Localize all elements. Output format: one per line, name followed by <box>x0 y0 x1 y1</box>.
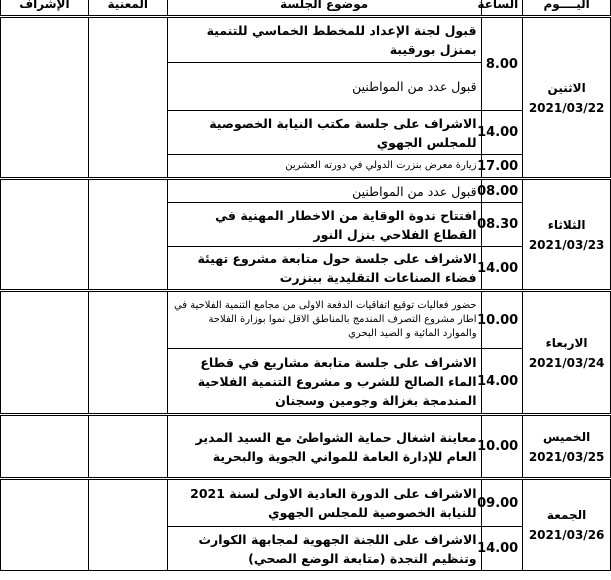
day-name: الثلاثاء <box>547 217 586 232</box>
topic-cell: معاينة اشغال حماية الشواطئ مع السيد المدير العام للإدارة العامة للمواني الجوية والبحرية <box>167 415 481 479</box>
topic-cell: قبول عدد من المواطنين <box>167 179 481 203</box>
supervision-cell <box>1 291 89 415</box>
day-date: 2021/03/25 <box>528 449 605 464</box>
time-cell: 14.00 <box>481 527 523 571</box>
day-date: 2021/03/24 <box>528 355 605 370</box>
topic-cell: زيارة معرض بنزرت الدولي في دورته العشرين <box>167 155 481 179</box>
supervision-cell <box>1 415 89 479</box>
header-topic: موضوع الجلسة <box>167 0 481 17</box>
day-name: الخميس <box>543 429 591 444</box>
header-time: الساعة <box>481 0 523 17</box>
topic-cell: الاشراف على جلسة متابعة مشاريع في قطاع الماء الصالح للشرب و مشروع التنمية الفلاحية المندمجة بغزالة وجومين وسجنان <box>167 349 481 415</box>
day-date: 2021/03/23 <box>528 237 605 252</box>
topic-cell: الاشراف على الدورة العادية الاولى لسنة 2021 للنيابة الخصوصية للمجلس الجهوي <box>167 479 481 527</box>
time-cell: 10.00 <box>481 291 523 349</box>
day-date: 2021/03/26 <box>528 528 605 542</box>
time-cell: 14.00 <box>481 247 523 291</box>
time-cell: 14.00 <box>481 111 523 155</box>
supervision-cell <box>1 479 89 571</box>
day-cell <box>523 179 611 291</box>
table-row <box>1 179 611 203</box>
time-cell: 09.00 <box>481 479 523 527</box>
time-cell: 10.00 <box>481 415 523 479</box>
day-cell <box>523 291 611 415</box>
day-name: الاربعاء <box>545 335 588 350</box>
time-cell: 08.30 <box>481 203 523 247</box>
day-name: الجمعة <box>546 508 587 522</box>
time-cell: 8.00 <box>481 17 523 111</box>
day-name: الاثنين <box>547 80 586 95</box>
header-row <box>1 0 611 17</box>
day-date: 2021/03/22 <box>528 100 605 115</box>
header-day: اليــــوم <box>523 0 611 17</box>
concerned-cell <box>88 17 167 179</box>
supervision-cell <box>1 179 89 291</box>
time-cell: 14.00 <box>481 349 523 415</box>
topic-cell: قبول عدد من المواطنين <box>167 63 481 111</box>
time-cell: 17.00 <box>481 155 523 179</box>
concerned-cell <box>88 179 167 291</box>
table-row <box>1 415 611 479</box>
topic-cell: افتتاح ندوة الوقاية من الاخطار المهنية في القطاع الفلاحي بنزل النور <box>167 203 481 247</box>
concerned-cell <box>88 479 167 571</box>
topic-cell: الاشراف على اللجنة الجهوية لمجابهة الكوارث وتنظيم النجدة (متابعة الوضع الصحي) <box>167 527 481 571</box>
table-row <box>1 17 611 63</box>
topic-cell: قبول لجنة الإعداد للمخطط الخماسي للتنمية بمنزل بورقيبة <box>167 17 481 63</box>
header-concerned: المعنية <box>88 0 167 17</box>
concerned-cell <box>88 415 167 479</box>
topic-cell: حضور فعاليات توقيع اتفاقيات الدفعة الاولى من مجامع التنمية الفلاحية في اطار مشروع التصرف المندمج بالمناطق الاقل نموا بوزارة الفلاحة والموارد المائية و الصيد البحري <box>167 291 481 349</box>
header-supervision: الإشراف <box>1 0 89 17</box>
day-cell <box>523 17 611 179</box>
topic-cell: الاشراف على جلسة حول متابعة مشروع تهيئة فضاء الصناعات التقليدية ببنزرت <box>167 247 481 291</box>
day-cell <box>523 415 611 479</box>
concerned-cell <box>88 291 167 415</box>
day-cell <box>523 479 611 571</box>
table-row <box>1 479 611 527</box>
table-row <box>1 291 611 349</box>
supervision-cell <box>1 17 89 179</box>
time-cell: 08.00 <box>481 179 523 203</box>
topic-cell: الاشراف على جلسة مكتب النيابة الخصوصية للمجلس الجهوي <box>167 111 481 155</box>
